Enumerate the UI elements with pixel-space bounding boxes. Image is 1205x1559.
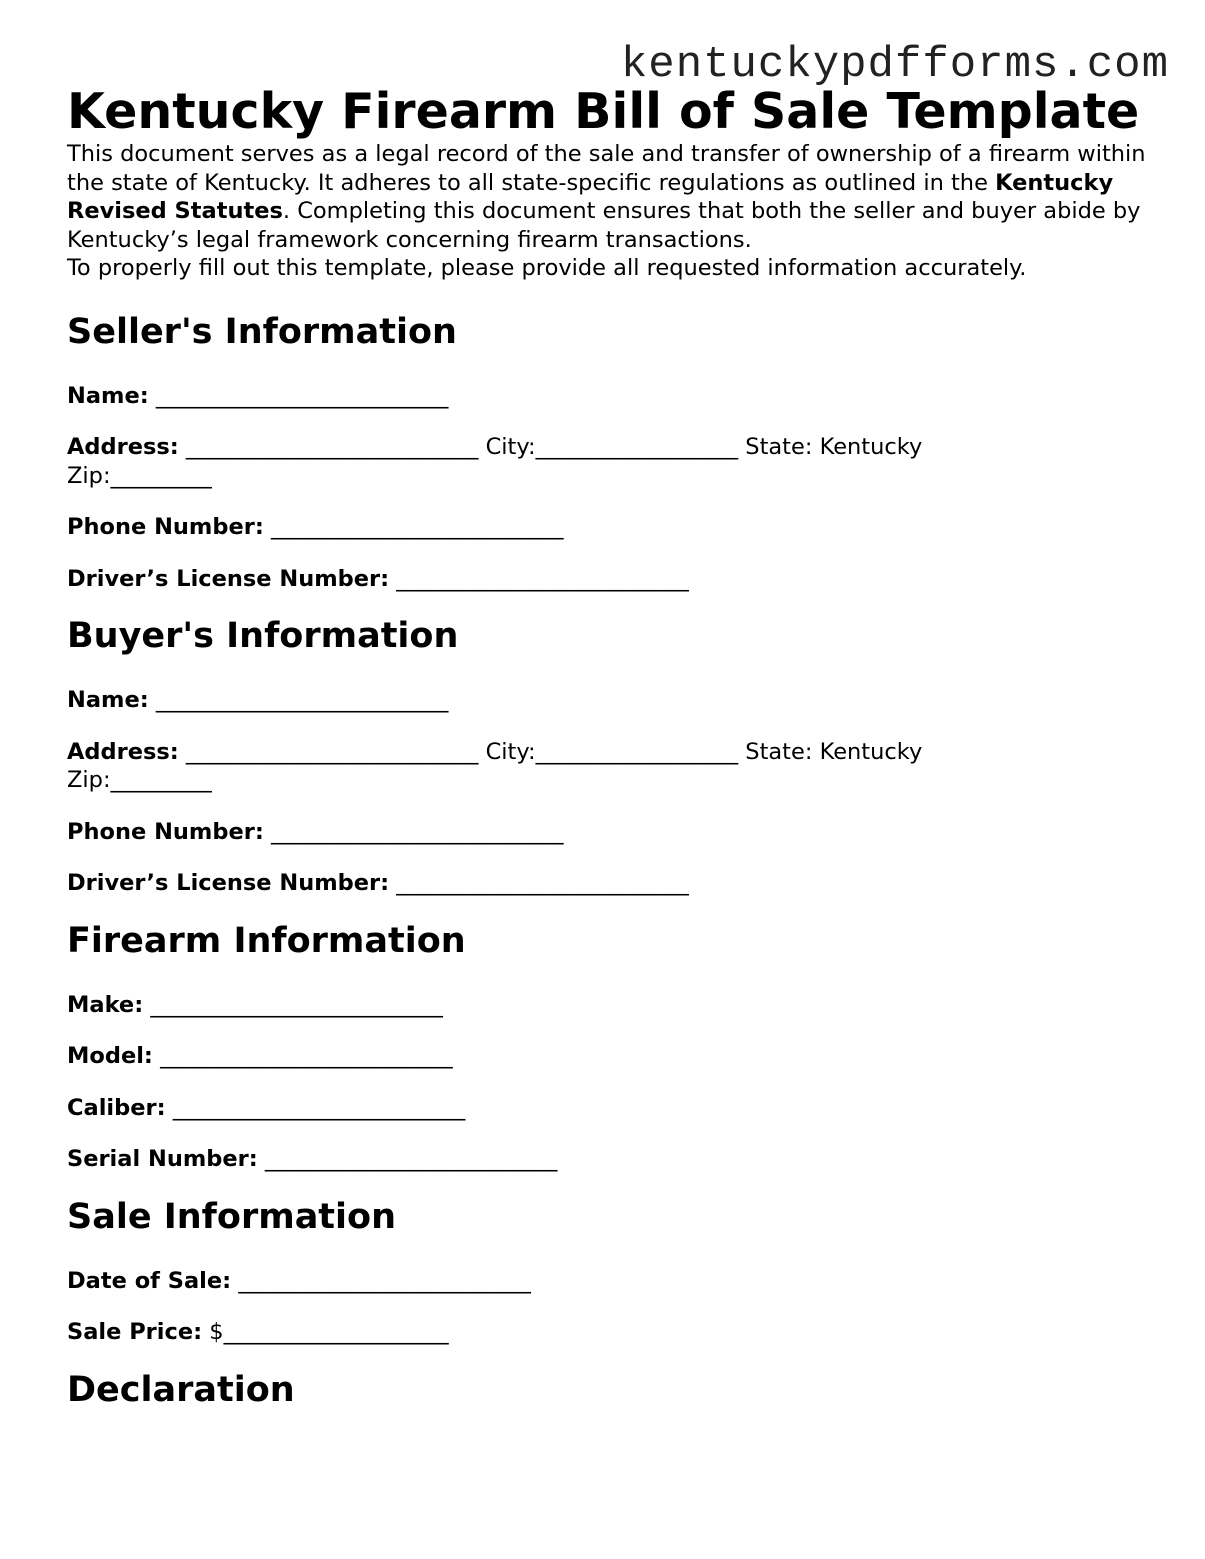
buyer-address-field[interactable]	[67, 738, 1147, 795]
seller-city-label: City:	[485, 434, 536, 461]
sale-date-blank[interactable]: __________________________	[238, 1267, 531, 1294]
seller-address-blank[interactable]: __________________________	[185, 434, 479, 461]
buyer-name-blank[interactable]: __________________________	[155, 687, 449, 714]
buyer-zip-blank[interactable]: _________	[110, 767, 212, 794]
seller-license-blank[interactable]: __________________________	[396, 565, 689, 592]
site-watermark: kentuckypdfforms.com	[620, 40, 1169, 90]
intro-text-1: This document serves as a legal record of the sale and transfer of ownership of a firearm within the state of Kentucky. It adheres to all state-specific regulations as outlined in the	[67, 141, 1146, 196]
sale-price-blank[interactable]: ____________________	[223, 1319, 449, 1346]
buyer-license-field[interactable]	[67, 869, 1147, 898]
buyer-city-label: City:	[485, 738, 536, 765]
firearm-model-blank[interactable]: __________________________	[160, 1043, 453, 1070]
buyer-phone-field[interactable]	[67, 818, 1147, 847]
buyer-address-blank[interactable]: __________________________	[185, 738, 479, 765]
firearm-make-field[interactable]	[67, 991, 1147, 1020]
buyer-license-blank[interactable]: __________________________	[396, 870, 689, 897]
buyer-phone-blank[interactable]: __________________________	[271, 818, 564, 845]
sale-date-field[interactable]	[67, 1267, 1147, 1296]
sale-price-label: Sale Price:	[67, 1319, 203, 1346]
buyer-city-blank[interactable]: __________________	[535, 738, 739, 765]
sale-price-field[interactable]	[67, 1318, 1147, 1347]
seller-zip-label: Zip:	[67, 462, 111, 489]
seller-address-field[interactable]	[67, 433, 1147, 490]
seller-state-text: State: Kentucky	[745, 434, 923, 461]
seller-phone-label: Phone Number:	[67, 514, 264, 541]
sale-date-label: Date of Sale:	[67, 1267, 232, 1294]
intro-paragraph	[67, 140, 1147, 254]
seller-name-label: Name:	[67, 382, 149, 409]
firearm-heading: Firearm Information	[67, 920, 466, 961]
firearm-serial-field[interactable]	[67, 1145, 1147, 1174]
intro-statute: Kentucky Revised Statutes	[67, 169, 1114, 225]
firearm-serial-blank[interactable]: __________________________	[264, 1146, 558, 1173]
buyer-name-field[interactable]	[67, 686, 1147, 715]
firearm-serial-label: Serial Number:	[67, 1146, 258, 1173]
seller-zip-blank[interactable]: _________	[110, 462, 212, 489]
firearm-caliber-field[interactable]	[67, 1094, 1147, 1123]
intro-text-2: . Completing this document ensures that both the seller and buyer abide by Kentucky’s legal framework concerning firearm transactions.	[67, 198, 1141, 253]
document-page	[67, 84, 1147, 1411]
sale-heading: Sale Information	[67, 1196, 396, 1237]
firearm-model-label: Model:	[67, 1043, 153, 1070]
seller-phone-blank[interactable]: __________________________	[271, 514, 564, 541]
firearm-caliber-blank[interactable]: __________________________	[172, 1094, 466, 1121]
sale-price-currency: $	[209, 1319, 224, 1346]
seller-phone-field[interactable]	[67, 513, 1147, 542]
document-title: Kentucky Firearm Bill of Sale Template	[67, 83, 1140, 140]
declaration-heading: Declaration	[67, 1369, 295, 1410]
seller-heading: Seller's Information	[67, 311, 457, 352]
firearm-caliber-label: Caliber:	[67, 1094, 166, 1121]
firearm-model-field[interactable]	[67, 1042, 1147, 1071]
buyer-name-label: Name:	[67, 687, 149, 714]
buyer-heading: Buyer's Information	[67, 616, 459, 657]
seller-address-label: Address:	[67, 434, 179, 461]
seller-name-field[interactable]	[67, 382, 1147, 411]
buyer-phone-label: Phone Number:	[67, 818, 264, 845]
firearm-make-blank[interactable]: __________________________	[150, 991, 443, 1018]
seller-license-label: Driver’s License Number:	[67, 565, 390, 592]
buyer-address-label: Address:	[67, 738, 179, 765]
buyer-license-label: Driver’s License Number:	[67, 870, 390, 897]
seller-license-field[interactable]	[67, 565, 1147, 594]
seller-city-blank[interactable]: __________________	[535, 434, 739, 461]
buyer-state-text: State: Kentucky	[745, 738, 923, 765]
firearm-make-label: Make:	[67, 991, 144, 1018]
instructions-note: To properly fill out this template, please provide all requested information accurately.	[67, 255, 1027, 282]
buyer-zip-label: Zip:	[67, 767, 111, 794]
seller-name-blank[interactable]: __________________________	[155, 382, 449, 409]
